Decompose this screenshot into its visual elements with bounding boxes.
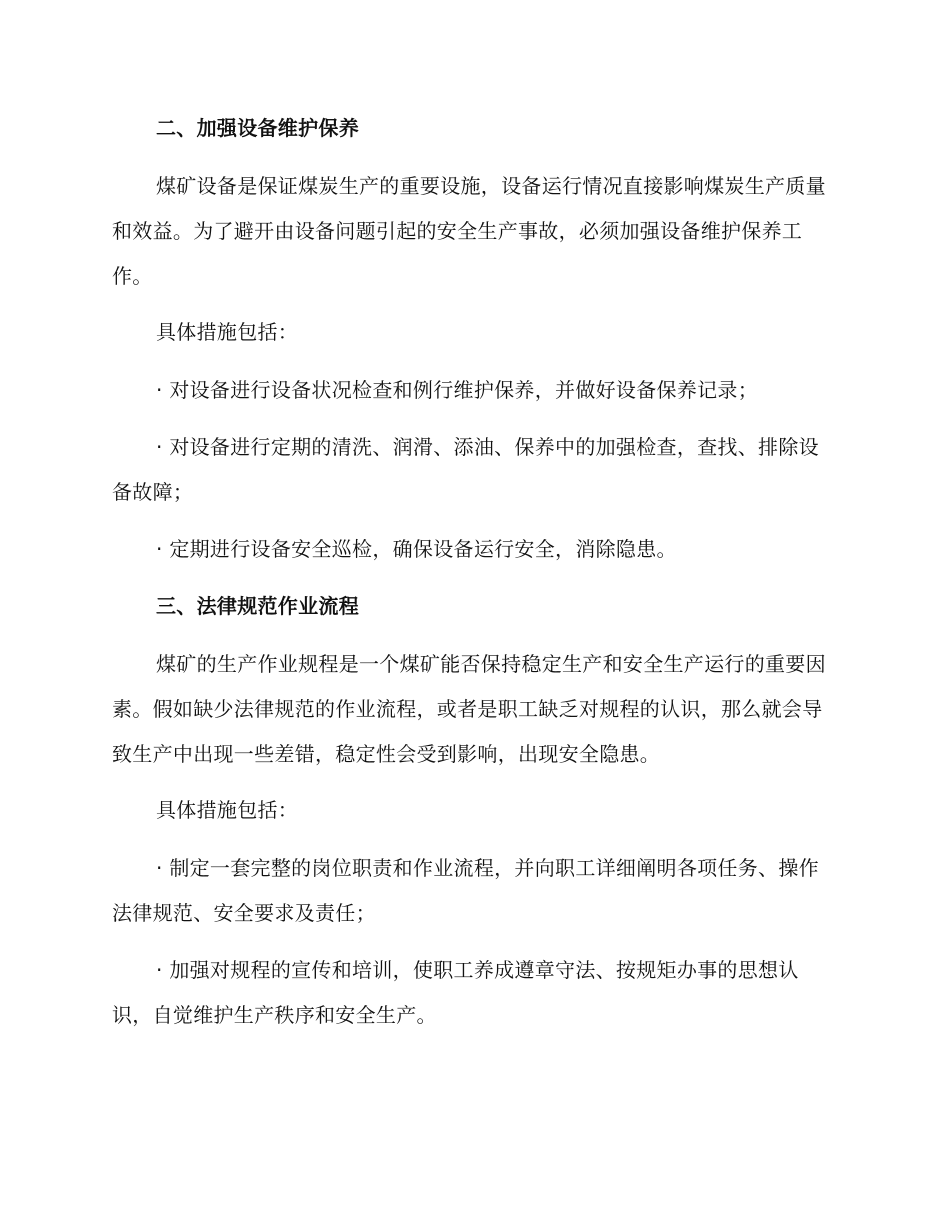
section-heading-procedure: 三、法律规范作业流程: [156, 594, 359, 618]
section-intro-equipment: 煤矿设备是保证煤炭生产的重要设施，设备运行情况直接影响煤炭生产质量和效益。为了避开由设备问题引起的安全生产事故，必须加强设备维护保养工作。: [112, 174, 826, 288]
bullet-item-procedure-1: · 制定一套完整的岗位职责和作业流程，并向职工详细阐明各项任务、操作法律规范、安全要求及责任；: [112, 856, 819, 925]
measures-label-procedure: 具体措施包括：: [156, 798, 299, 822]
section-intro-procedure: 煤矿的生产作业规程是一个煤矿能否保持稳定生产和安全生产运行的重要因素。假如缺少法律规范的作业流程，或者是职工缺乏对规程的认识，那么就会导致生产中出现一些差错，稳定性会受到影响，出现安全隐患。: [112, 652, 826, 766]
bullet-item-equipment-1: · 对设备进行设备状况检查和例行维护保养，并做好设备保养记录；: [156, 378, 759, 402]
measures-label-equipment: 具体措施包括：: [156, 320, 299, 344]
section-heading-equipment: 二、加强设备维护保养: [156, 116, 359, 140]
bullet-item-equipment-3: · 定期进行设备安全巡检，确保设备运行安全，消除隐患。: [156, 537, 677, 561]
bullet-item-equipment-2: · 对设备进行定期的清洗、润滑、添油、保养中的加强检查，查找、排除设备故障；: [112, 435, 819, 504]
bullet-item-procedure-2: · 加强对规程的宣传和培训，使职工养成遵章守法、按规矩办事的思想认识，自觉维护生产秩序和安全生产。: [112, 958, 799, 1027]
